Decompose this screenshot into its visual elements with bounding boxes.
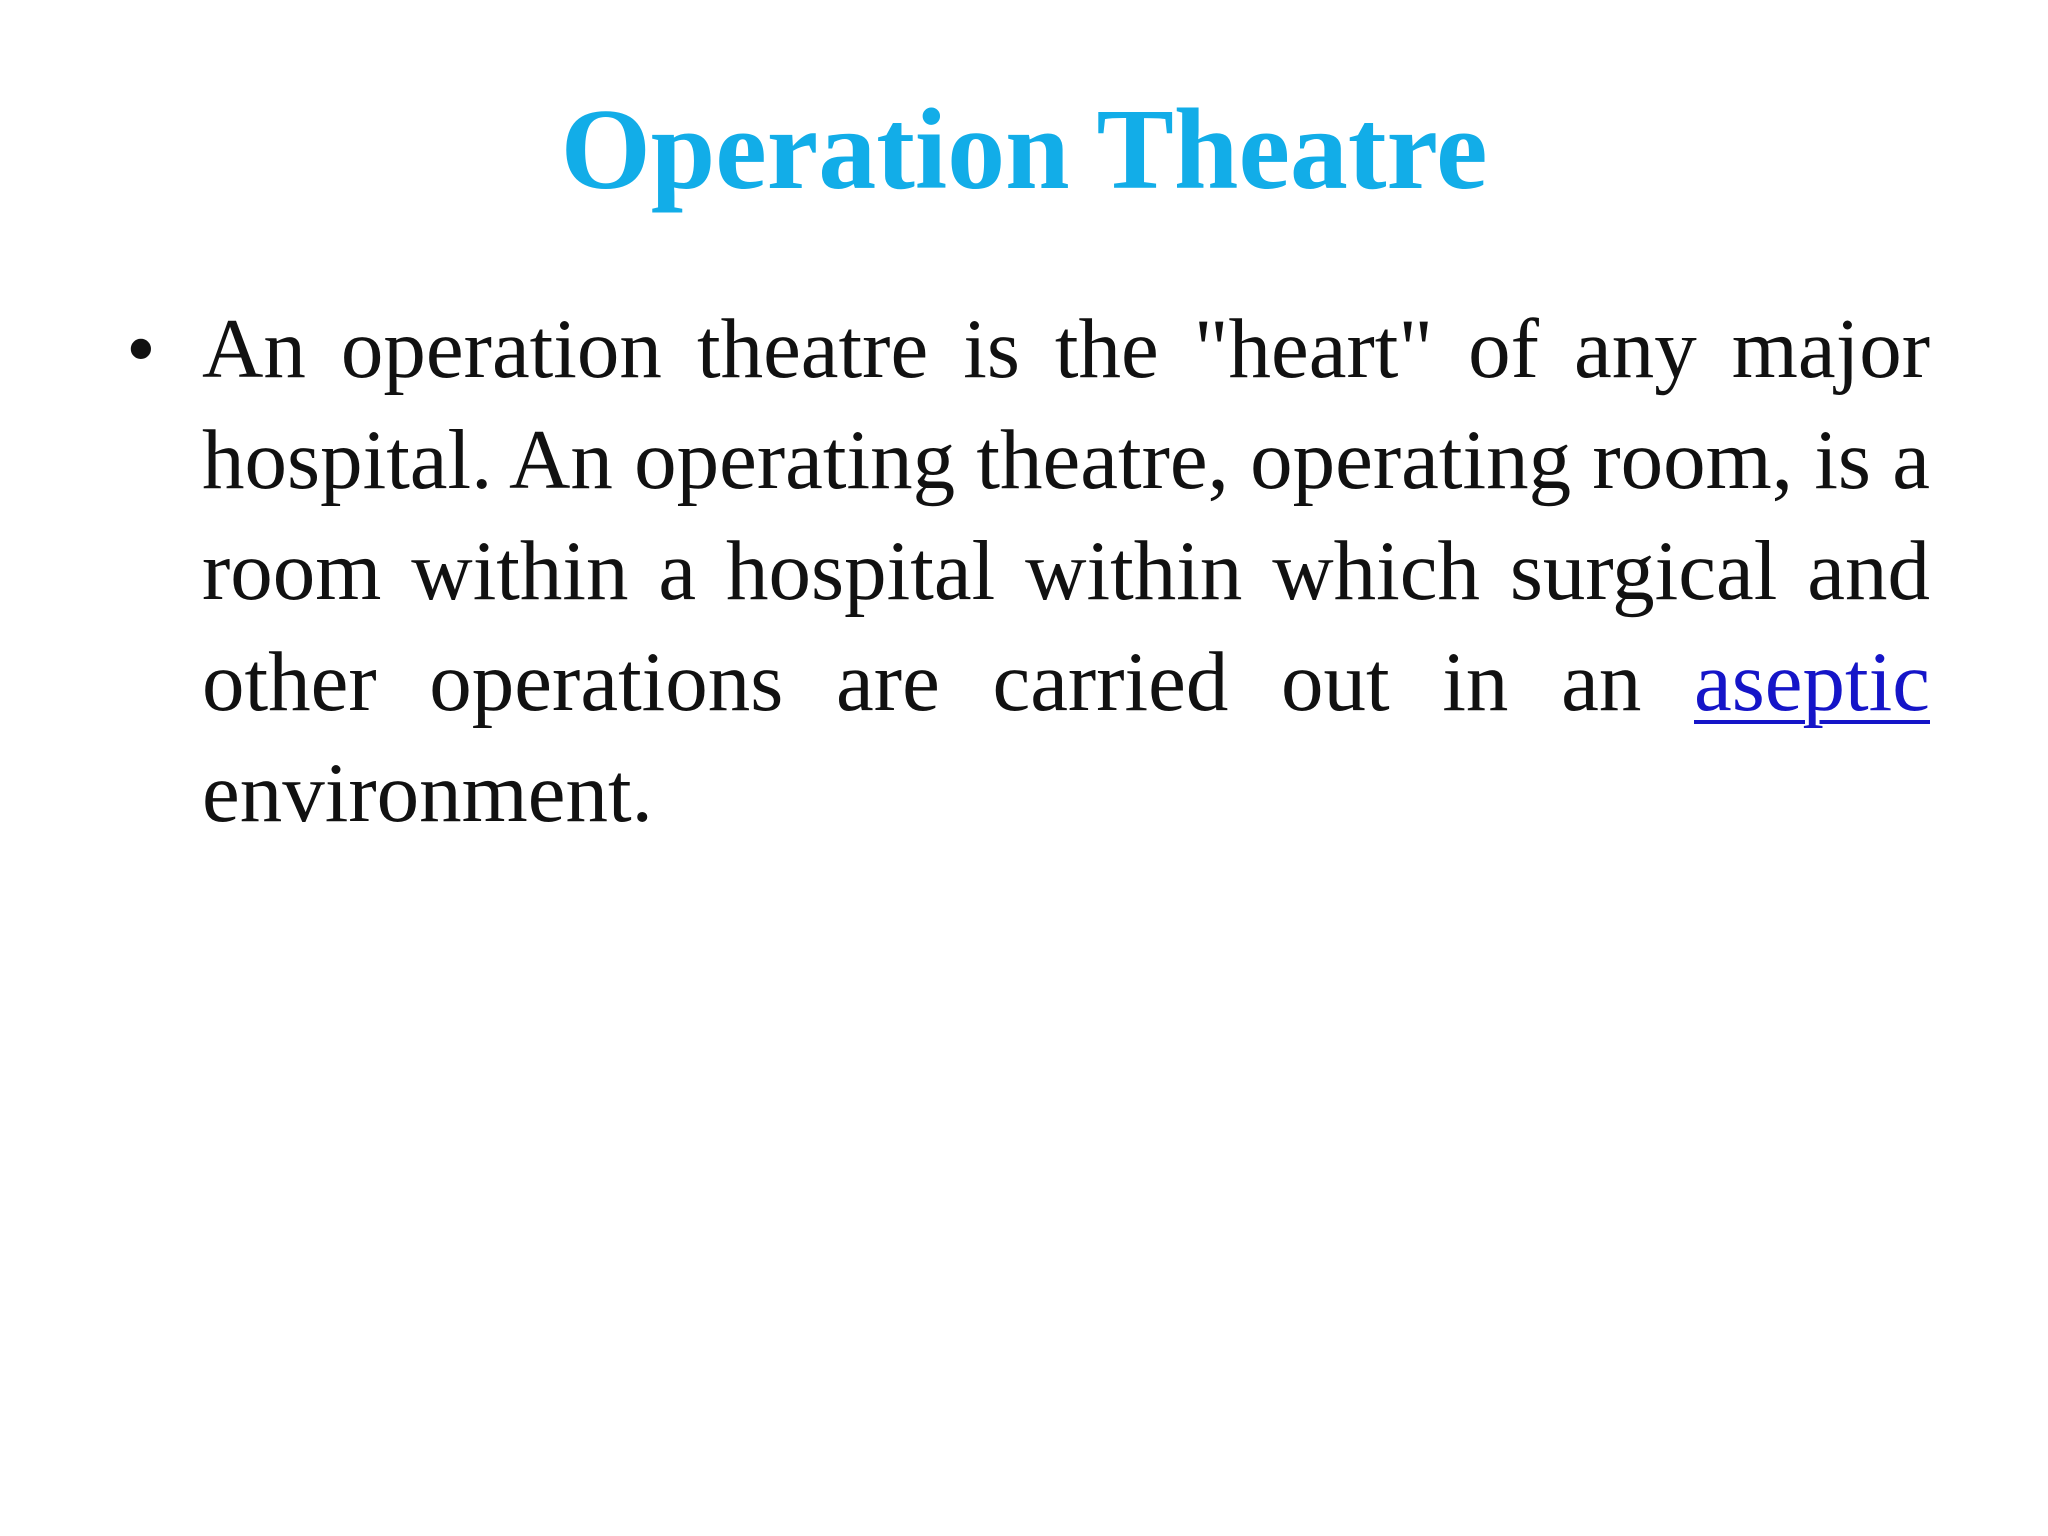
bullet-marker: • — [126, 302, 156, 396]
bullet-text-after: environment. — [202, 746, 653, 840]
bullet-list — [110, 294, 1930, 849]
aseptic-link[interactable]: aseptic — [1694, 635, 1930, 729]
slide-title: Operation Theatre — [560, 86, 1488, 214]
bullet-text-before: An operation theatre is the "heart" of any major hospital. An operating theatre, operating room, is a room within a hospital within which surgical and other operations are carried out in an — [202, 302, 1930, 729]
bullet-item — [110, 294, 1930, 849]
